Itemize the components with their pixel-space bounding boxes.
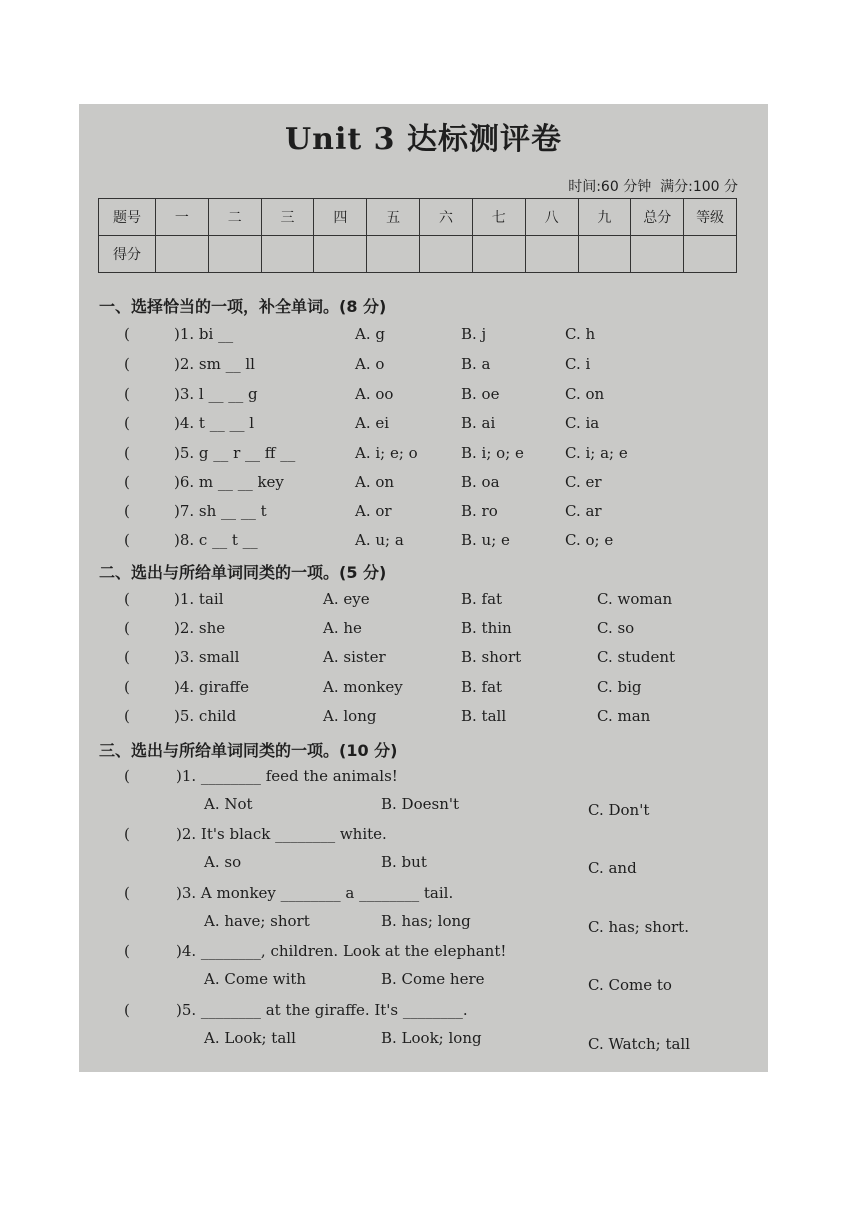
answer-blank[interactable]: ( [124,590,130,608]
column-header: 总分 [631,199,684,236]
option-b: B. Doesn't [381,795,460,813]
answer-blank[interactable]: ( [124,385,130,403]
question-stem: )3. l __ __ g [174,385,258,403]
option-b: B. j [461,325,487,343]
question-stem: )4. ________, children. Look at the elephant! [176,942,507,960]
column-header: 二 [208,199,261,236]
option-b: B. fat [461,590,503,608]
option-b: B. ro [461,502,498,520]
row-header: 得分 [99,236,156,273]
score-cell[interactable] [472,236,525,273]
option-a: A. sister [323,648,386,666]
question-stem: )5. ________ at the giraffe. It's ________. [176,1001,468,1019]
column-header: 九 [578,199,631,236]
option-a: A. he [323,619,362,637]
option-c: C. Come to [588,976,672,994]
table-row [99,236,737,273]
option-c: C. ia [565,414,600,432]
option-c: C. big [597,678,642,696]
question-stem: )1. bi __ [174,325,234,343]
answer-blank[interactable]: ( [124,444,130,462]
option-b: B. fat [461,678,503,696]
section-heading: 三、选出与所给单词同类的一项。(10 分) [99,741,398,760]
option-b: B. but [381,853,427,871]
question-stem: )1. ________ feed the animals! [176,767,398,785]
option-a: A. have; short [204,912,310,930]
score-cell[interactable] [156,236,209,273]
option-c: C. i; a; e [565,444,628,462]
option-c: C. woman [597,590,673,608]
table-row [99,199,737,236]
option-a: A. Not [204,795,253,813]
score-cell[interactable] [261,236,314,273]
score-cell[interactable] [420,236,473,273]
option-b: B. ai [461,414,496,432]
option-a: A. on [355,473,395,491]
answer-blank[interactable]: ( [124,355,130,373]
answer-blank[interactable]: ( [124,473,130,491]
option-a: A. u; a [355,531,404,549]
option-c: C. o; e [565,531,614,549]
column-header: 四 [314,199,367,236]
question-stem: )3. small [174,648,240,666]
option-b: B. u; e [461,531,510,549]
score-cell[interactable] [631,236,684,273]
option-a: A. o [355,355,385,373]
answer-blank[interactable]: ( [124,884,130,902]
question-stem: )1. tail [174,590,224,608]
answer-blank[interactable]: ( [124,531,130,549]
option-b: B. a [461,355,491,373]
answer-blank[interactable]: ( [124,502,130,520]
option-b: B. short [461,648,522,666]
option-b: B. tall [461,707,507,725]
column-header: 七 [472,199,525,236]
score-cell[interactable] [578,236,631,273]
option-a: A. or [355,502,392,520]
option-b: B. Look; long [381,1029,482,1047]
exam-sheet [79,104,768,1072]
answer-blank[interactable]: ( [124,767,130,785]
question-stem: )5. child [174,707,237,725]
option-c: C. man [597,707,651,725]
question-stem: )6. m __ __ key [174,473,284,491]
answer-blank[interactable]: ( [124,825,130,843]
option-a: A. Come with [204,970,307,988]
option-a: A. monkey [323,678,403,696]
answer-blank[interactable]: ( [124,414,130,432]
option-c: C. and [588,859,637,877]
question-stem: )4. giraffe [174,678,249,696]
section-heading: 二、选出与所给单词同类的一项。(5 分) [99,563,387,582]
question-stem: )3. A monkey ________ a ________ tail. [176,884,454,902]
time-label: 时间:60 分钟 [568,179,652,195]
column-header: 一 [156,199,209,236]
column-header: 三 [261,199,314,236]
section-heading: 一、选择恰当的一项，补全单词。(8 分) [99,297,387,316]
option-a: A. long [323,707,377,725]
score-cell[interactable] [684,236,737,273]
option-b: B. oe [461,385,500,403]
question-stem: )8. c __ t __ [174,531,258,549]
option-b: B. thin [461,619,512,637]
column-header: 六 [420,199,473,236]
score-cell[interactable] [525,236,578,273]
exam-meta [568,176,738,196]
question-stem: )4. t __ __ l [174,414,255,432]
column-header: 五 [367,199,420,236]
option-c: C. er [565,473,602,491]
option-c: C. Don't [588,801,650,819]
option-c: C. h [565,325,596,343]
answer-blank[interactable]: ( [124,942,130,960]
question-stem: )5. g __ r __ ff __ [174,444,296,462]
question-stem: )7. sh __ __ t [174,502,267,520]
option-c: C. student [597,648,676,666]
option-a: A. oo [355,385,394,403]
column-header: 八 [525,199,578,236]
question-stem: )2. It's black ________ white. [176,825,387,843]
page-title: Unit 3 达标测评卷 [285,122,562,157]
score-cell[interactable] [208,236,261,273]
option-b: B. i; o; e [461,444,524,462]
option-a: A. ei [355,414,390,432]
option-c: C. has; short. [588,918,689,936]
answer-blank[interactable]: ( [124,325,130,343]
score-cell[interactable] [367,236,420,273]
option-a: A. g [355,325,385,343]
answer-blank[interactable]: ( [124,619,130,637]
column-header: 等级 [684,199,737,236]
option-c: C. so [597,619,635,637]
row-header: 题号 [99,199,156,236]
option-a: A. Look; tall [204,1029,296,1047]
answer-blank[interactable]: ( [124,1001,130,1019]
score-label: 满分:100 分 [660,179,738,195]
option-c: C. i [565,355,591,373]
option-c: C. ar [565,502,602,520]
question-stem: )2. she [174,619,226,637]
option-b: B. has; long [381,912,471,930]
option-b: B. oa [461,473,500,491]
option-b: B. Come here [381,970,485,988]
score-cell[interactable] [314,236,367,273]
answer-blank[interactable]: ( [124,678,130,696]
score-table [98,198,737,273]
option-c: C. on [565,385,605,403]
answer-blank[interactable]: ( [124,707,130,725]
option-a: A. i; e; o [355,444,418,462]
option-a: A. so [204,853,242,871]
option-a: A. eye [323,590,370,608]
answer-blank[interactable]: ( [124,648,130,666]
question-stem: )2. sm __ ll [174,355,255,373]
option-c: C. Watch; tall [588,1035,691,1053]
